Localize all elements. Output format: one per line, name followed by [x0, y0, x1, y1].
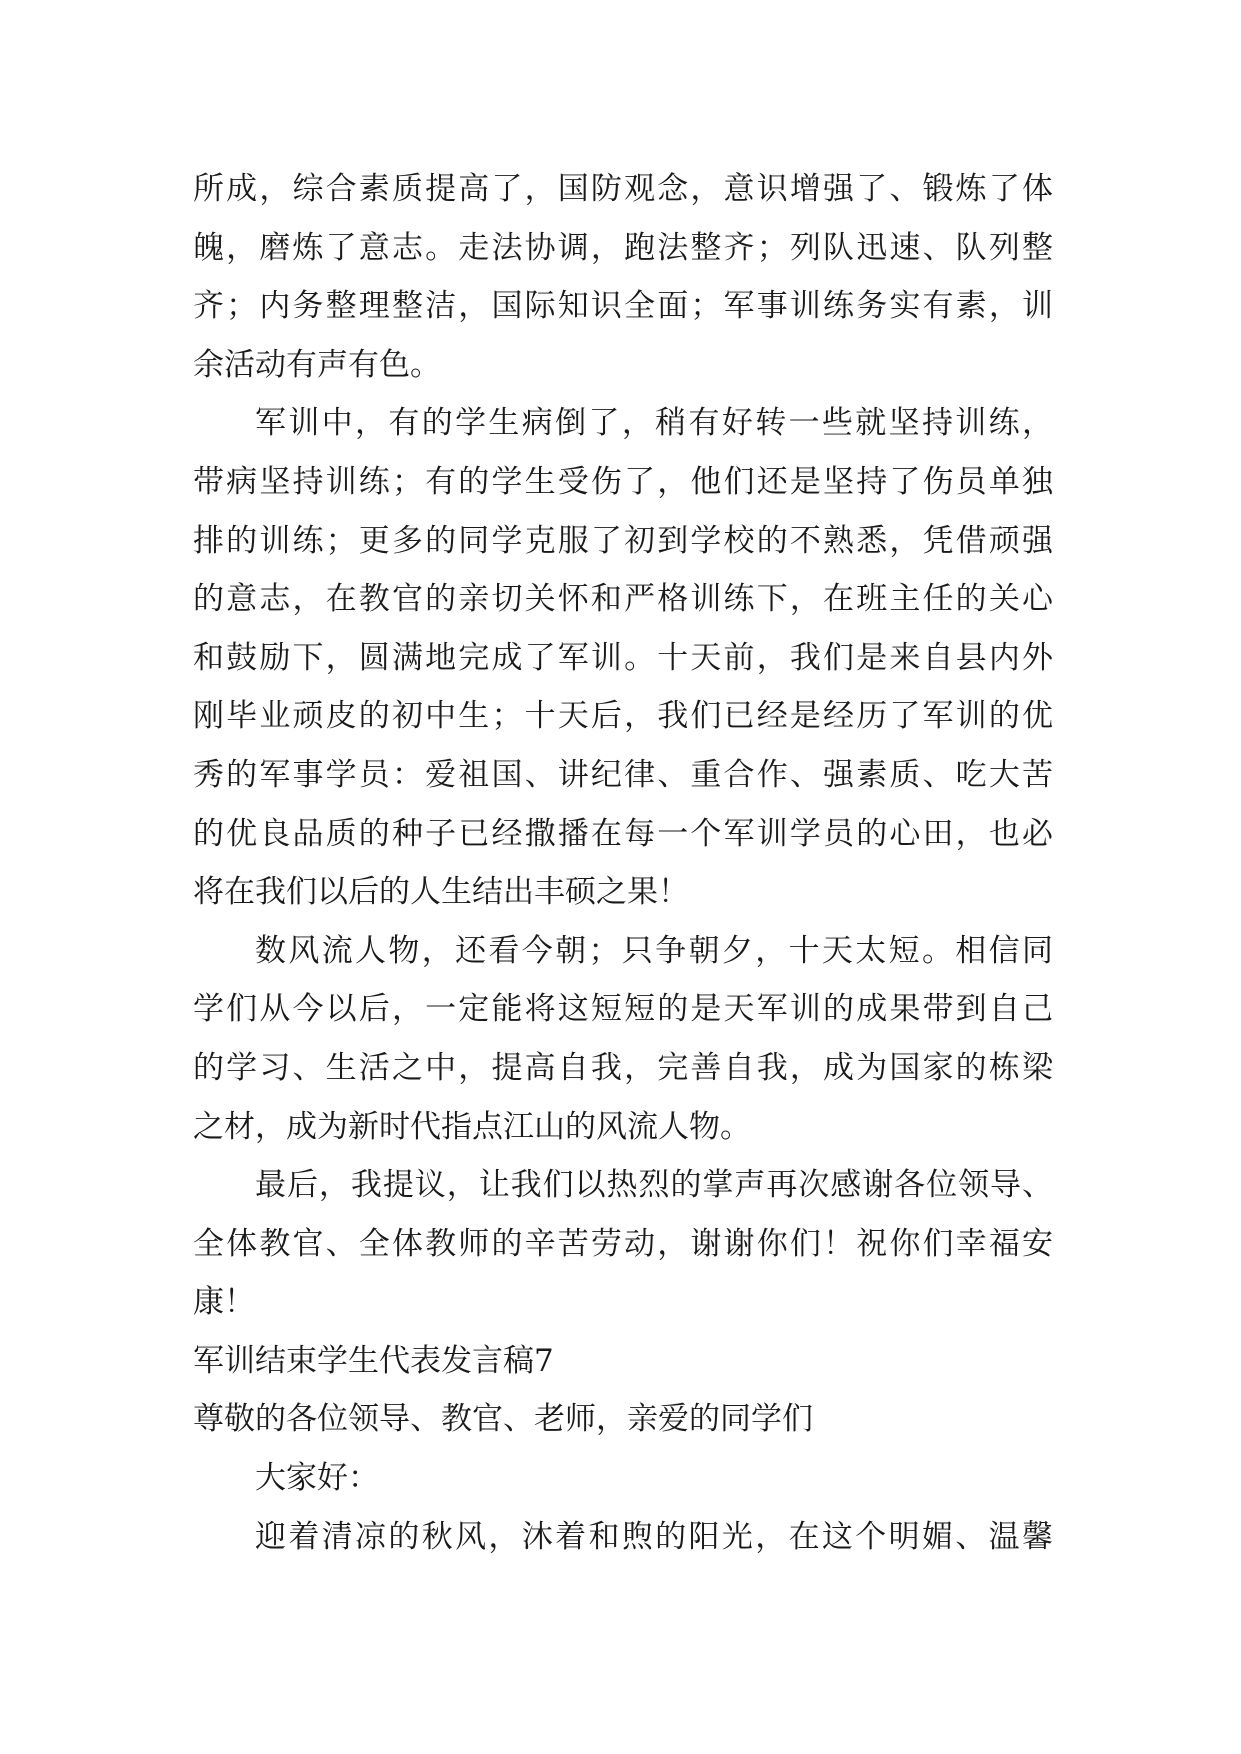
text-line: 大家好： [255, 1460, 379, 1497]
text-line: 所成，综合素质提高了，国防观念，意识增强了、锻炼了体 [193, 171, 1053, 207]
text-line: 的优良品质的种子已经撒播在每一个军训学员的心田，也必 [193, 815, 1053, 852]
text-line: 魄，磨炼了意志。走法协调，跑法整齐；列队迅速、队列整 [193, 229, 1053, 266]
text-line: 秀的军事学员：爱祖国、讲纪律、重合作、强素质、吃大苦 [193, 756, 1053, 793]
text-line: 学们从今以后，一定能将这短短的是天军训的成果带到自己 [193, 991, 1053, 1028]
text-line: 的意志，在教官的亲切关怀和严格训练下，在班主任的关心 [193, 581, 1053, 618]
text-line: 刚毕业顽皮的初中生；十天后，我们已经是经历了军训的优 [193, 698, 1053, 735]
text-line: 康！ [193, 1284, 255, 1321]
text-line: 的学习、生活之中，提高自我，完善自我，成为国家的栋梁 [193, 1049, 1053, 1086]
document-body [193, 160, 1053, 1566]
text-line: 军训中，有的学生病倒了，稍有好转一些就坚持训练， [255, 405, 1053, 442]
text-line: 将在我们以后的人生结出丰硕之果！ [193, 874, 689, 911]
text-line: 齐；内务整理整洁，国际知识全面；军事训练务实有素，训 [193, 288, 1053, 325]
text-line: 和鼓励下，圆满地完成了军训。十天前，我们是来自县内外 [193, 639, 1053, 676]
text-line: 排的训练；更多的同学克服了初到学校的不熟悉，凭借顽强 [193, 522, 1053, 559]
text-line: 之材，成为新时代指点江山的风流人物。 [193, 1108, 751, 1145]
text-line: 全体教官、全体教师的辛苦劳动，谢谢你们！祝你们幸福安 [193, 1225, 1053, 1262]
text-line: 军训结束学生代表发言稿7 [193, 1342, 554, 1379]
text-line: 带病坚持训练；有的学生受伤了，他们还是坚持了伤员单独 [193, 463, 1053, 500]
text-line: 数风流人物，还看今朝；只争朝夕，十天太短。相信同 [255, 932, 1053, 969]
text-line: 最后，我提议，让我们以热烈的掌声再次感谢各位领导、 [255, 1167, 1053, 1204]
text-line: 迎着清凉的秋风，沐着和煦的阳光，在这个明媚、温馨 [255, 1518, 1053, 1555]
text-line: 余活动有声有色。 [193, 346, 441, 383]
text-line: 尊敬的各位领导、教官、老师，亲爱的同学们 [193, 1401, 813, 1438]
